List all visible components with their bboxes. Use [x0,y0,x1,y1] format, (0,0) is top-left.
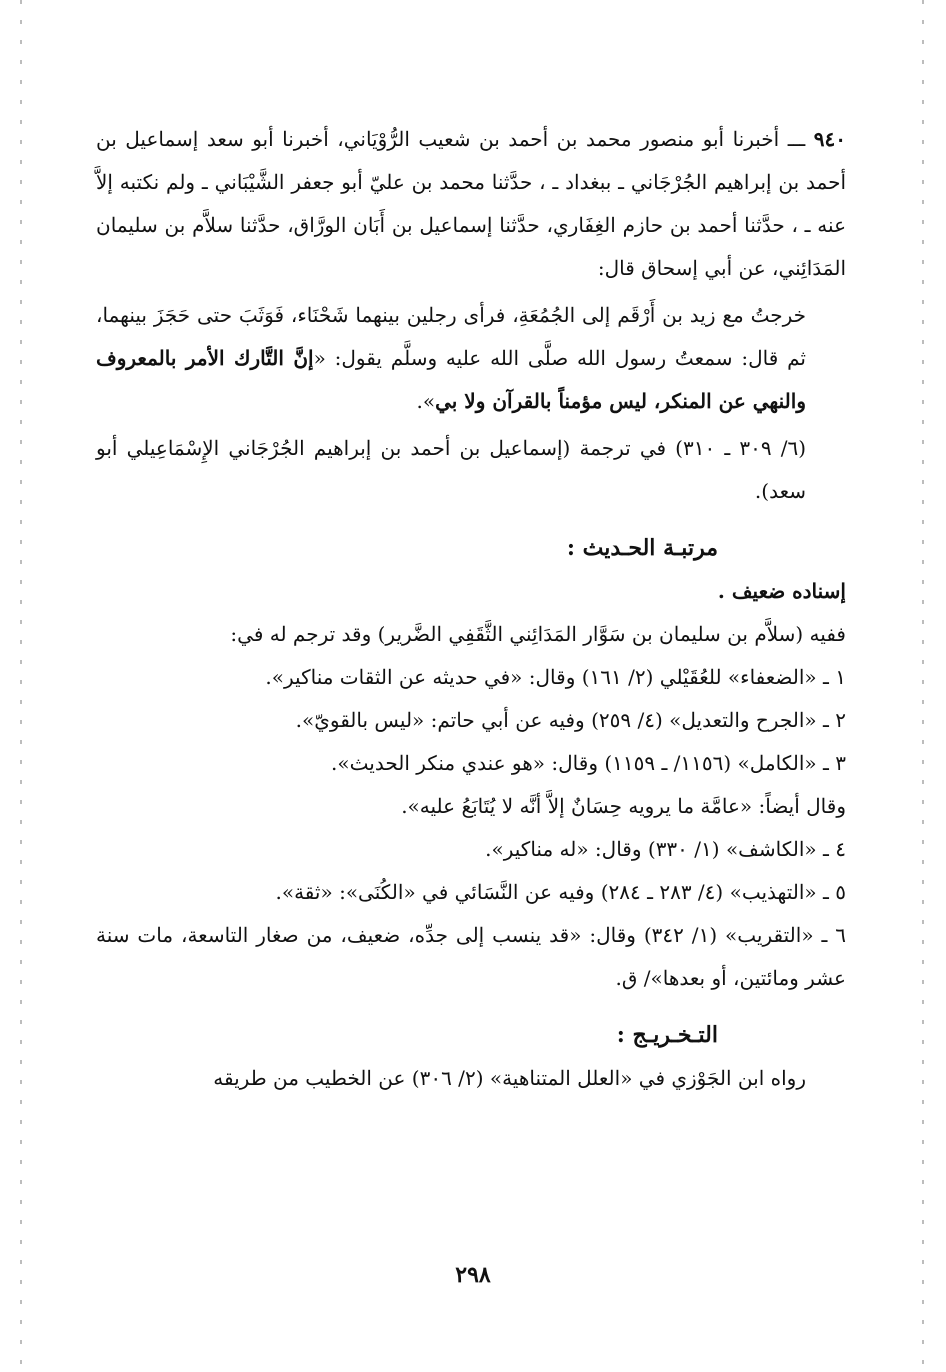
grade-item-4: ٤ ـ «الكاشف» (١/ ٣٣٠) وقال: «له مناكير». [485,837,846,861]
page-number: ٢٩٨ [455,1262,491,1288]
grade-item-2: ٢ ـ «الجرح والتعديل» (٤/ ٢٥٩) وفيه عن أبي حاتم: «ليس بالقويّ». [295,708,846,732]
hadith-isnad-paragraph [96,118,846,290]
takhrij-heading: التـخـريـج : [616,1022,718,1048]
hadith-source: (٦/ ٣٠٩ ـ ٣١٠) في ترجمة (إسماعيل بن أحمد بن إبراهيم الجُرْجَاني الإِسْمَاعِيلي أبو سعد). [96,436,807,503]
grade-intro: ففيه (سلاَّم بن سليمان بن سَوَّار المَدَائِني الثَّقَفِي الضَّرير) وقد ترجم له في: [230,622,846,646]
hadith-isnad: ـــ أخبرنا أبو منصور محمد بن أحمد بن شعيب الرُّوْيَاني، أخبرنا أبو سعد إسماعيل بن أحمد بن إبراهيم الجُرْجَاني ـ ببغداد ـ ، حدَّثنا محمد بن عليّ أبو جعفر الشَّيْبَاني ـ ولم نكتبه إلاَّ عنه ـ ، حدَّثنا أحمد بن حازم الغِفَاري، حدَّثنا إسماعيل بن أَبَان الورَّاق، حدَّثنا سلاَّم بن سليمان المَدَائِني، عن أبي إسحاق قال: [96,127,846,280]
hadith-number: ٩٤٠ [813,127,847,151]
grade-item-1: ١ ـ «الضعفاء» للعُقَيْلي (٢/ ١٦١) وقال: «في حديثه عن الثقات مناكير». [265,665,846,689]
grade-item-6: ٦ ـ «التقريب» (١/ ٣٤٢) وقال: «قد ينسب إلى جدِّه، ضعيف، من صغار التاسعة، مات سنة عشر ومائتين، أو بعدها»/ ق. [96,923,846,990]
grade-item-5: ٥ ـ «التهذيب» (٤/ ٢٨٣ ـ ٢٨٤) وفيه عن النَّسَائي في «الكُنَى»: «ثقة». [275,880,846,904]
grade-item-3: ٣ ـ «الكامل» (١١٥٦/ ـ ١١٥٩) وقال: «هو عندي منكر الحديث». [331,751,846,775]
left-margin-dots [20,0,22,1372]
hadith-matn-end: ». [416,389,436,413]
hadith-matn-text: خرجتُ مع زيد بن أَرْقَم إلى الجُمُعَةِ، فرأى رجلين بينهما شَحْنَاء، فَوَثَبَ حتى حَجَزَ بينهما، ثم قال: سمعتُ رسول الله صلَّى الله عليه وسلَّم يقول: « [96,303,806,370]
grade-verdict: إسناده ضعيف . [717,579,846,603]
grade-item-3-cont: وقال أيضاً: «عامَّة ما يرويه حِسَانٌ إلاَّ أنَّه لا يُتَابَعُ عليه». [401,794,846,818]
hadith-matn-paragraph [96,294,846,423]
grade-heading: مرتبـة الحـديث : [566,535,718,561]
page-content [96,118,846,1100]
hadith-matn-quote: إنَّ التَّارك الأمر بالمعروف والنهي عن المنكر، ليس مؤمناً بالقرآن ولا بي [96,346,806,413]
right-margin-dots [922,0,924,1372]
takhrij-text: رواه ابن الجَوْزي في «العلل المتناهية» (٢/ ٣٠٦) عن الخطيب من طريقه [213,1066,806,1090]
